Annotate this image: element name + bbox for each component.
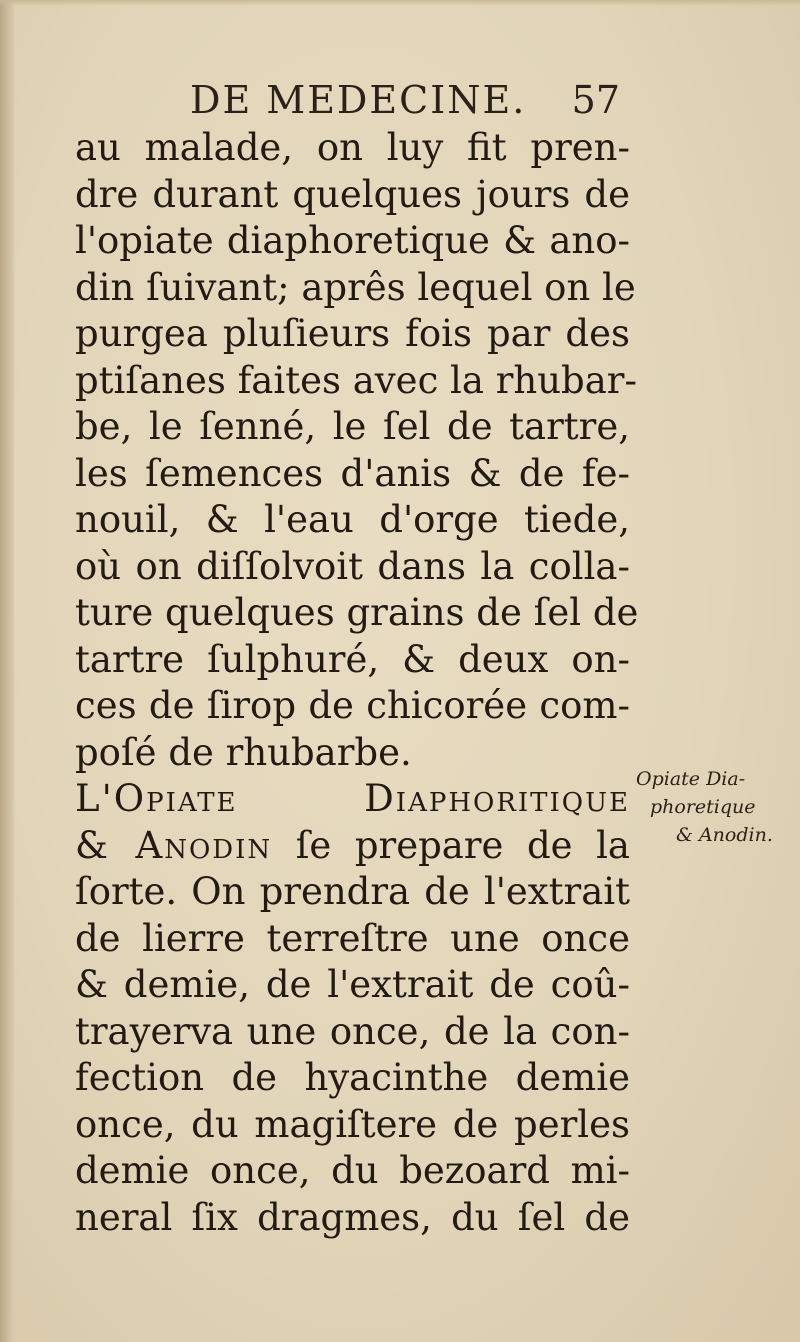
opiate-heading-line <box>75 776 630 823</box>
text-line: trayerva une once, de la con- <box>75 1009 630 1053</box>
page-number: 57 <box>571 78 620 122</box>
text-line: ture quelques grains de ſel de <box>75 591 639 634</box>
text-line: de lierre terreſtre une once <box>75 916 630 960</box>
opiate-heading-anodin: & Anodin <box>75 823 273 867</box>
text-line: demie once, du bezoard mi- <box>75 1149 630 1192</box>
opiate-heading-title: L'Opiate Diaphoritique <box>75 777 630 820</box>
text-line: & demie, de l'extrait de coû- <box>75 963 630 1006</box>
opiate-heading-rest: ſe prepare de la <box>295 823 630 867</box>
text-line: fection de hyacinthe demie <box>75 1056 630 1099</box>
text-line: l'opiate diaphoretique & ano- <box>75 219 630 262</box>
margin-note-line: & Anodin. <box>676 824 773 846</box>
text-line: ces de ſirop de chicorée com- <box>75 684 630 727</box>
text-line: din ſuivant; aprês lequel on le <box>75 265 636 309</box>
text-line: ptiſanes faites avec la rhubar- <box>75 358 637 402</box>
text-line: où on diſſolvoit dans la colla- <box>75 544 630 588</box>
page-gutter-edge <box>0 0 14 1342</box>
body-text <box>75 125 639 1241</box>
text-line: les ſemences d'anis & de fe- <box>75 451 630 495</box>
running-title: DE MEDECINE. <box>190 78 527 122</box>
text-line: poſé de rhubarbe. <box>75 730 412 774</box>
text-line: ſorte. On prendra de l'extrait <box>75 870 630 913</box>
margin-note-line: phoretique <box>650 796 756 818</box>
text-line: nouil, & l'eau d'orge tiede, <box>75 498 630 541</box>
page-top-edge <box>0 0 800 6</box>
text-line: once, du magiſtere de perles <box>75 1102 630 1146</box>
text-line: purgea pluſieurs fois par des <box>75 312 630 355</box>
text-line: dre durant quelques jours de <box>75 172 630 216</box>
text-line: au malade, on luy fit pren- <box>75 126 630 169</box>
opiate-heading-line-2 <box>75 823 630 870</box>
text-line: tartre ſulphuré, & deux on- <box>75 637 630 681</box>
text-line: neral ſix dragmes, du ſel de <box>75 1195 630 1239</box>
text-line: be, le ſenné, le ſel de tartre, <box>75 405 630 448</box>
page-header <box>190 78 630 126</box>
margin-note-line: Opiate Dia- <box>636 768 746 790</box>
margin-note <box>636 765 796 849</box>
